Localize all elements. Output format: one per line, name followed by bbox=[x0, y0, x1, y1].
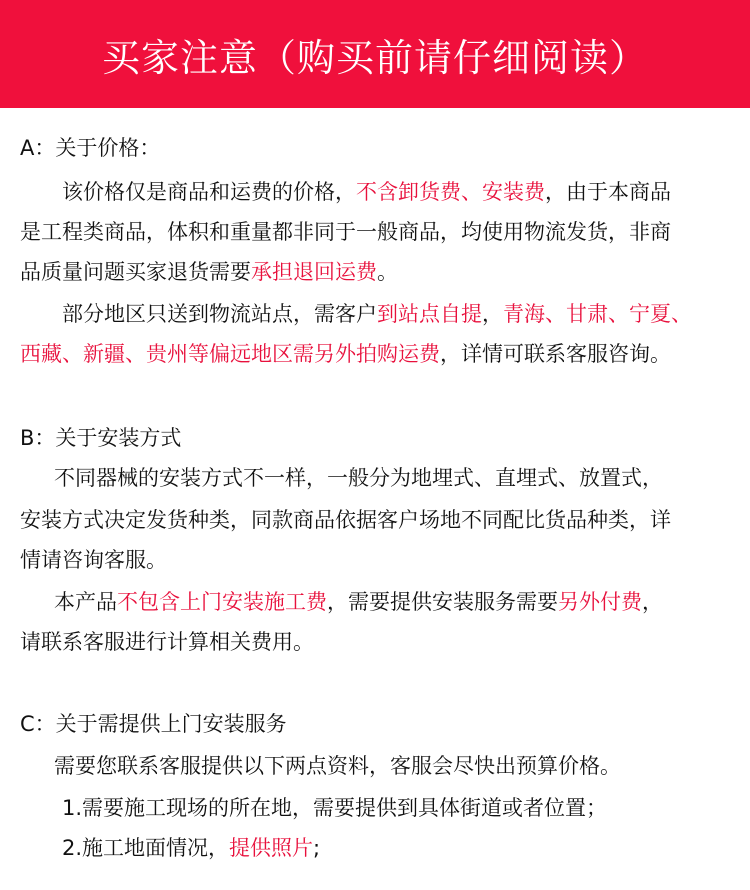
highlight-text: 青海、甘肃、宁夏、 bbox=[503, 302, 692, 326]
text: ， bbox=[482, 302, 503, 326]
section-c-item-2 bbox=[62, 838, 320, 859]
highlight-text: 不包含上门安装施工费 bbox=[117, 590, 327, 614]
section-a-p1-line2: 是工程类商品，体积和重量都非同于一般商品，均使用物流发货，非商 bbox=[20, 220, 671, 244]
highlight-text: 到站点自提 bbox=[377, 302, 482, 326]
section-b-p1-line3: 情请咨询客服。 bbox=[20, 548, 167, 572]
highlight-text: 提供照片 bbox=[229, 836, 314, 860]
text: 部分地区只送到物流站点，需客户 bbox=[62, 302, 377, 326]
section-b-p2-line2: 请联系客服进行计算相关费用。 bbox=[20, 630, 314, 654]
text: ; bbox=[313, 836, 321, 860]
section-c-intro: 需要您联系客服提供以下两点资料，客服会尽快出预算价格。 bbox=[54, 754, 621, 778]
highlight-text: 承担退回运费 bbox=[251, 260, 377, 284]
banner-title: 买家注意（购买前请仔细阅读） bbox=[101, 35, 648, 80]
highlight-text: 另外付费 bbox=[558, 590, 642, 614]
text: 品质量问题买家退货需要 bbox=[20, 260, 251, 284]
section-a-heading: A：关于价格： bbox=[20, 136, 161, 160]
text: ， bbox=[642, 590, 663, 614]
section-b-p2-line1 bbox=[54, 592, 663, 613]
highlight-text: 不含卸货费、安装费 bbox=[356, 180, 545, 204]
text: 2.施工地面情况， bbox=[62, 836, 230, 860]
section-a-p2-line1 bbox=[62, 304, 692, 325]
text: 本产品 bbox=[54, 590, 117, 614]
section-a-p1-line3 bbox=[20, 262, 398, 283]
section-b-p1-line2: 安装方式决定发货种类，同款商品依据客户场地不同配比货品种类，详 bbox=[20, 508, 671, 532]
section-c-heading: C：关于需提供上门安装服务 bbox=[20, 712, 287, 736]
section-a-p1-line1 bbox=[62, 182, 671, 203]
text: 该价格仅是商品和运费的价格， bbox=[62, 180, 356, 204]
header-banner bbox=[0, 0, 750, 108]
section-c-item-1: 1.需要施工现场的所在地，需要提供到具体街道或者位置； bbox=[62, 796, 608, 820]
text: ，详情可联系客服咨询。 bbox=[440, 342, 671, 366]
text: ，需要提供安装服务需要 bbox=[327, 590, 558, 614]
text: ，由于本商品 bbox=[545, 180, 671, 204]
text: 。 bbox=[377, 260, 398, 284]
section-b-heading: B：关于安装方式 bbox=[20, 426, 182, 450]
section-b-p1-line1: 不同器械的安装方式不一样，一般分为地埋式、直埋式、放置式， bbox=[54, 466, 663, 490]
section-a-p2-line2 bbox=[20, 344, 671, 365]
highlight-text: 西藏、新疆、贵州等偏远地区需另外拍购运费 bbox=[20, 342, 440, 366]
